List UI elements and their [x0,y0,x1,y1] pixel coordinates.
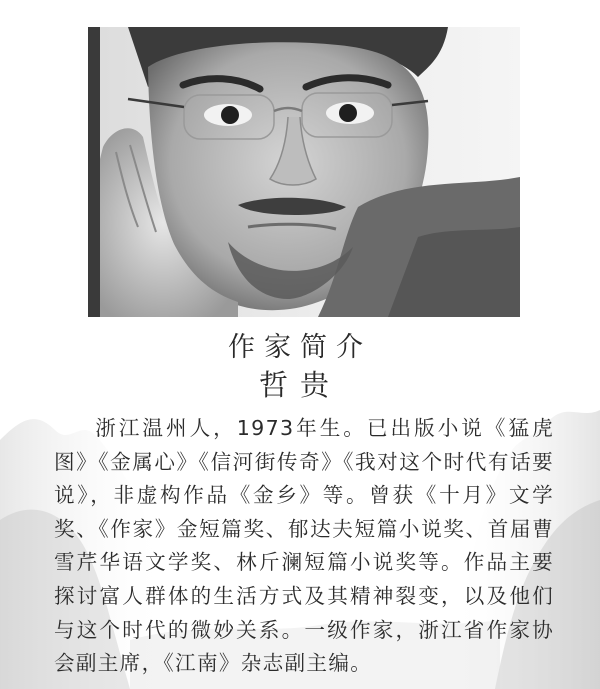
photo-dark-edge [88,27,100,317]
author-name: 哲贵 [258,368,341,402]
section-title: 作家简介 [228,332,372,363]
author-bio-paragraph: 浙江温州人，1973年生。已出版小说《猛虎图》《金属心》《信河街传奇》《我对这个时代有话要说》，非虚构作品《金乡》等。曾获《十月》文学奖、《作家》金短篇奖、郁达夫短篇小说奖、首届曹雪芹华语文学奖、林斤澜短篇小说奖等。作品主要探讨富人群体的生活方式及其精神裂变，以及他们与这个时代的微妙关系。一级作家，浙江省作家协会副主席，《江南》杂志副主编。 [54,416,554,676]
author-portrait-photo [88,27,520,317]
